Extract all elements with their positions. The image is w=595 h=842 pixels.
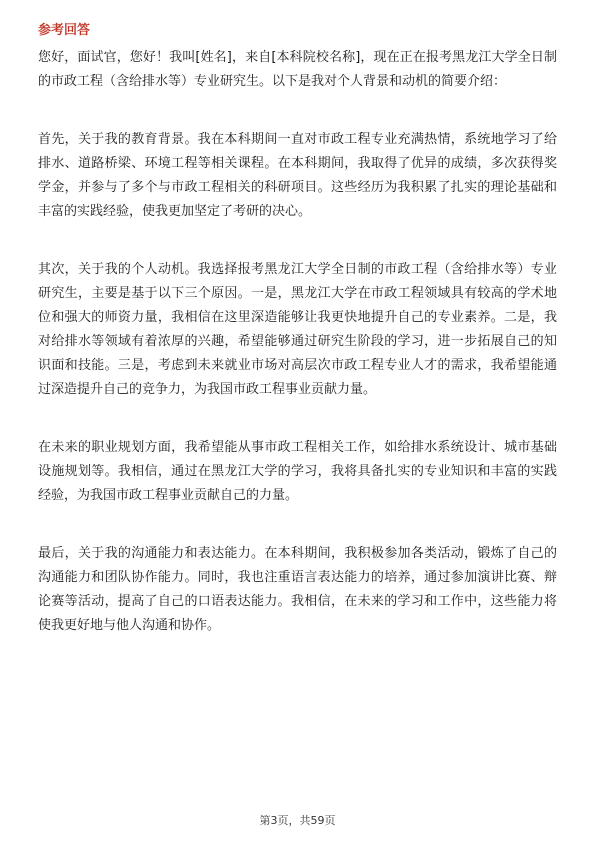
- paragraph-education: 首先，关于我的教育背景。我在本科期间一直对市政工程专业充满热情，系统地学习了给排水、道路桥梁、环境工程等相关课程。在本科期间，我取得了优异的成绩，多次获得奖学金，并参与了多个与市政工程相关的科研项目。这些经历为我积累了扎实的理论基础和丰富的实践经验，使我更加坚定了考研的决心。: [38, 132, 557, 219]
- section-title: 参考回答: [38, 23, 91, 38]
- paragraph-career-plan: 在未来的职业规划方面，我希望能从事市政工程相关工作，如给排水系统设计、城市基础设施规划等。我相信，通过在黑龙江大学的学习，我将具备扎实的专业知识和丰富的实践经验，为我国市政工程事业贡献自己的力量。: [38, 440, 557, 503]
- paragraph-motivation: 其次，关于我的个人动机。我选择报考黑龙江大学全日制的市政工程（含给排水等）专业研究生，主要是基于以下三个原因。一是，黑龙江大学在市政工程领域具有较高的学术地位和强大的师资力量，我相信在这里深造能够让我更快地提升自己的专业素养。二是，我对给排水等领域有着浓厚的兴趣，希望能够通过研究生阶段的学习，进一步拓展自己的知识面和技能。三是，考虑到未来就业市场对高层次市政工程专业人才的需求，我希望能通过深造提升自己的竞争力，为我国市政工程事业贡献力量。: [38, 262, 557, 397]
- paragraph-spacer: [38, 94, 557, 128]
- paragraph-communication: 最后，关于我的沟通能力和表达能力。在本科期间，我积极参加各类活动，锻炼了自己的沟通能力和团队协作能力。同时，我也注重语言表达能力的培养，通过参加演讲比赛、辩论赛等活动，提高了自己的口语表达能力。我相信，在未来的学习和工作中，这些能力将使我更好地与他人沟通和协作。: [38, 546, 557, 633]
- page-number: 第3页，共59页: [259, 814, 336, 827]
- paragraph-intro: 您好，面试官，您好！我叫[姓名]，来自[本科院校名称]，现在正在报考黑龙江大学全日制的市政工程（含给排水等）专业研究生。以下是我对个人背景和动机的简要介绍：: [38, 50, 557, 89]
